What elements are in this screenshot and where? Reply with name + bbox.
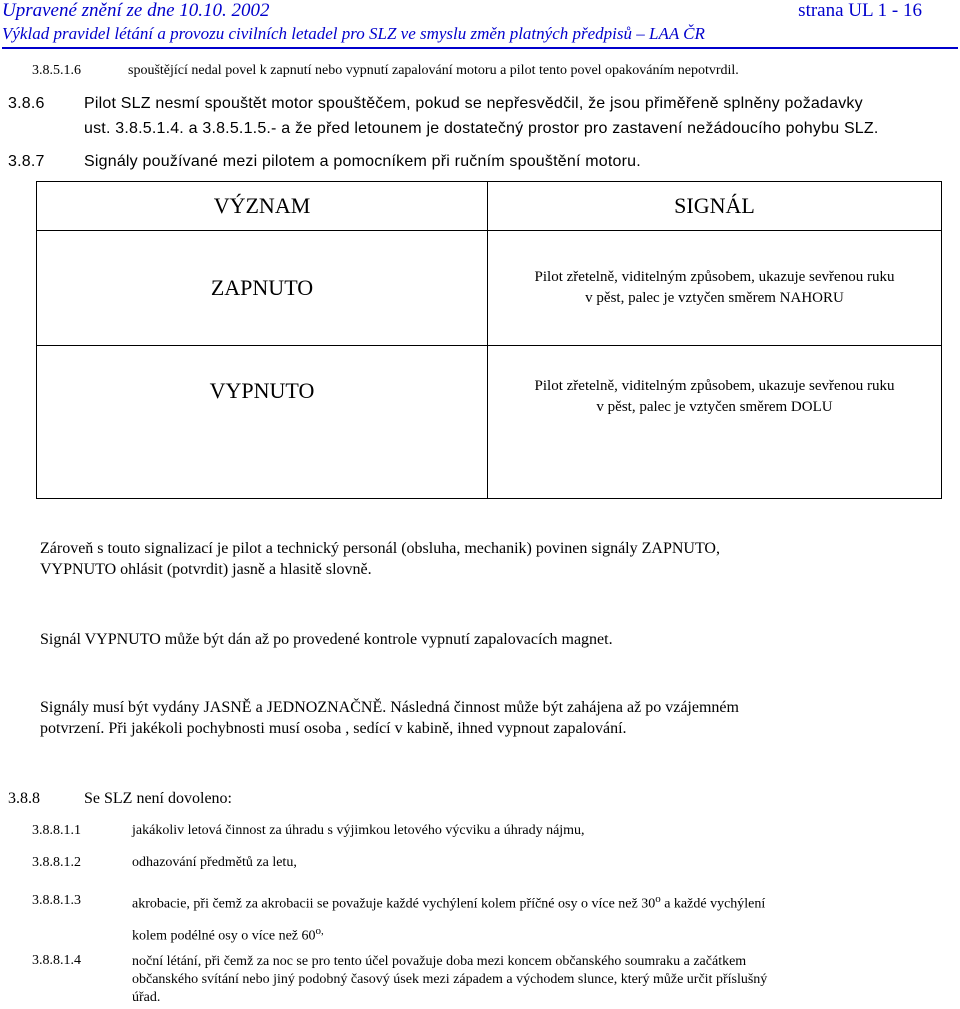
item-text-3-8-6-line1: Pilot SLZ nesmí spouštět motor spouštěčem, pokud se nepřesvědčil, že jsou přiměřeně splněny požadavky — [84, 95, 863, 112]
table-row — [37, 346, 942, 499]
table-header-signal: SIGNÁL — [488, 182, 942, 231]
item-text-3-8-7: Signály používané mezi pilotem a pomocníkem při ručním spouštění motoru. — [84, 153, 641, 170]
sub-number: 3.8.8.1.1 — [32, 823, 81, 838]
paragraph-line: Signál VYPNUTO může být dán až po provedené kontrole vypnutí zapalovacích magnet. — [40, 631, 613, 648]
sub-text-line: úřad. — [132, 990, 161, 1005]
sub-text: odhazování předmětů za letu, — [132, 855, 297, 870]
paragraph-magneto — [40, 629, 940, 650]
signal-table — [36, 181, 942, 499]
sub-number: 3.8.8.1.4 — [32, 953, 81, 968]
table-cell-meaning: ZAPNUTO — [37, 231, 488, 346]
paragraph-line: Signály musí být vydány JASNĚ a JEDNOZNAČNĚ. Následná činnost může být zahájena až po vzájemném — [40, 699, 739, 716]
sub-number: 3.8.8.1.2 — [32, 855, 81, 870]
section-number-3-8-8: 3.8.8 — [8, 790, 40, 807]
sub-text-line: akrobacie, při čemž za akrobacii se považuje každé vychýlení kolem příčné osy o více než 30$^o$ a každé vychýlení — [132, 893, 766, 912]
sub-text — [132, 886, 952, 949]
table-row — [37, 231, 942, 346]
sub-text — [132, 953, 952, 1007]
page-number: strana UL 1 - 16 — [798, 0, 922, 21]
signal-desc-line2: v pěst, palec je vztyčen směrem DOLU — [596, 399, 833, 415]
item-number-3-8-5-1-6: 3.8.5.1.6 — [32, 63, 81, 78]
sub-text-line: občanského svítání nebo jiný podobný časový úsek mezi západem a východem slunce, který může určit příslušný — [132, 972, 768, 987]
section-title-3-8-8: Se SLZ není dovoleno: — [84, 790, 232, 807]
signal-desc-line1: Pilot zřetelně, viditelným způsobem, ukazuje sevřenou ruku — [534, 269, 895, 285]
signal-desc-line2: v pěst, palec je vztyčen směrem NAHORU — [585, 290, 844, 306]
signal-desc-line1: Pilot zřetelně, viditelným způsobem, ukazuje sevřenou ruku — [534, 378, 895, 394]
table-cell-meaning: VYPNUTO — [37, 346, 488, 499]
table-header-meaning: VÝZNAM — [37, 182, 488, 231]
sub-text-line: noční létání, při čemž za noc se pro tento účel považuje doba mezi koncem občanského soumraku a začátkem — [132, 954, 747, 969]
table-cell-signal — [488, 346, 942, 499]
header-date: Upravené znění ze dne 10.10. 2002 — [2, 0, 270, 21]
item-number-3-8-7: 3.8.7 — [8, 153, 45, 170]
item-text-3-8-6-line2: ust. 3.8.5.1.4. a 3.8.5.1.5.- a že před letounem je dostatečný prostor pro zastavení nežádoucího pohybu SLZ. — [84, 120, 879, 137]
paragraph-line: Zároveň s touto signalizací je pilot a technický personál (obsluha, mechanik) povinen signály ZAPNUTO, — [40, 540, 720, 557]
item-number-3-8-6: 3.8.6 — [8, 95, 45, 112]
paragraph-confirmation — [40, 538, 940, 580]
header-subtitle: Výklad pravidel létání a provozu civilních letadel pro SLZ ve smyslu změn platných předpisů – LAA ČR — [2, 24, 705, 43]
paragraph-line: potvrzení. Při jakékoli pochybnosti musí osoba , sedící v kabině, ihned vypnout zapalování. — [40, 720, 627, 737]
paragraph-clarity — [40, 697, 940, 739]
sub-number: 3.8.8.1.3 — [32, 893, 81, 908]
header-divider — [2, 47, 958, 49]
sub-text: jakákoliv letová činnost za úhradu s výjimkou letového výcviku a úhrady nájmu, — [132, 823, 585, 838]
item-text-3-8-5-1-6: spouštějící nedal povel k zapnutí nebo vypnutí zapalování motoru a pilot tento povel opakováním nepotvrdil. — [128, 63, 739, 78]
table-cell-signal — [488, 231, 942, 346]
sub-text-line: kolem podélné osy o více než $60^{o,}$ — [132, 924, 324, 944]
paragraph-line: VYPNUTO ohlásit (potvrdit) jasně a hlasitě slovně. — [40, 561, 372, 578]
